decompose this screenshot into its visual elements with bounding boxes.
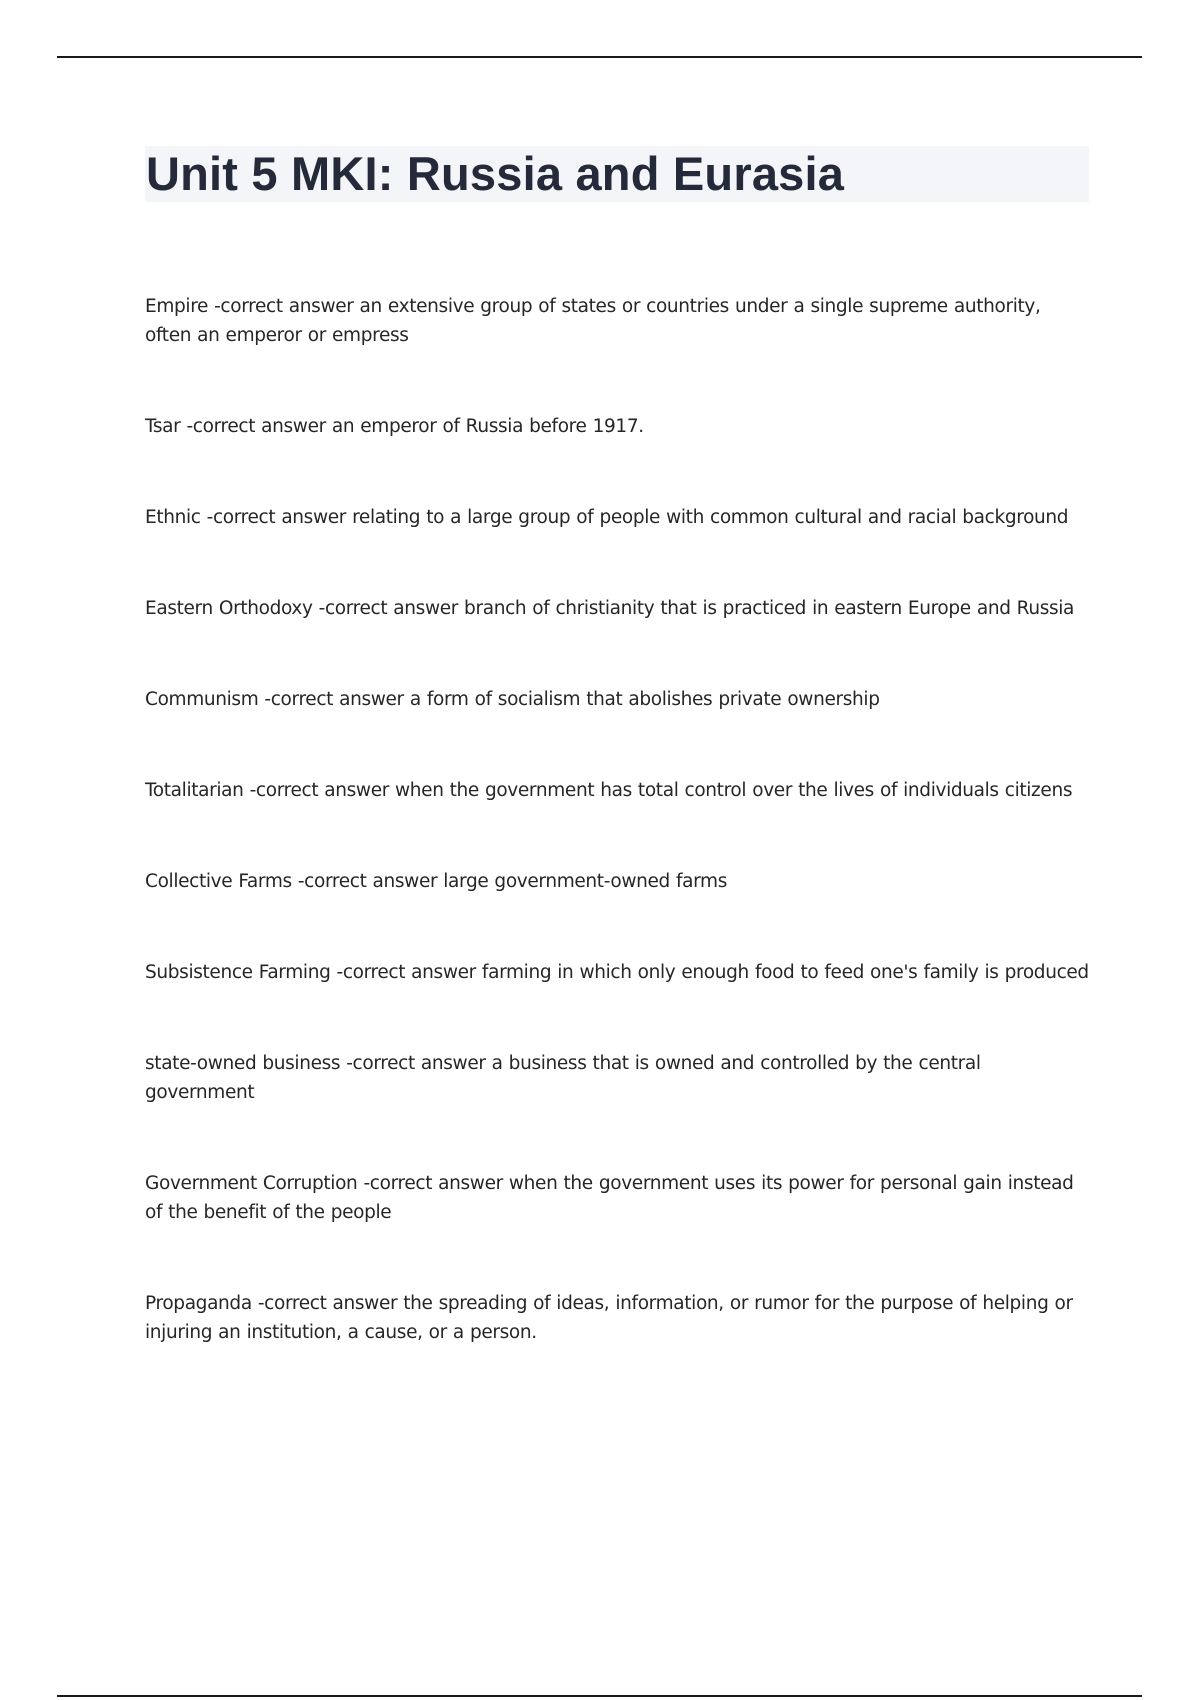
page-title: Unit 5 MKI: Russia and Eurasia <box>146 147 845 200</box>
footer-rule <box>57 1695 1142 1697</box>
entry-eastern-orthodoxy: Eastern Orthodoxy -correct answer branch of christianity that is practiced in eastern Europe and Russia <box>145 598 1075 619</box>
entry-empire: Empire -correct answer an extensive group of states or countries under a single supreme authority, often an emperor or empress <box>145 296 1041 346</box>
entry-communism: Communism -correct answer a form of socialism that abolishes private ownership <box>145 689 880 710</box>
entry-ethnic: Ethnic -correct answer relating to a large group of people with common cultural and racial background <box>145 507 1069 528</box>
flashcard-list <box>145 292 1090 1409</box>
entry-tsar: Tsar -correct answer an emperor of Russia before 1917. <box>145 416 644 437</box>
entry-totalitarian: Totalitarian -correct answer when the government has total control over the lives of individuals citizens <box>145 780 1073 801</box>
entry-government-corruption: Government Corruption -correct answer when the government uses its power for personal gain instead of the benefit of the people <box>145 1173 1074 1223</box>
entry-state-owned-business: state-owned business -correct answer a business that is owned and controlled by the central government <box>145 1053 981 1103</box>
entry-collective-farms: Collective Farms -correct answer large government-owned farms <box>145 871 727 892</box>
entry-subsistence-farming: Subsistence Farming -correct answer farming in which only enough food to feed one's family is produced <box>145 962 1089 983</box>
entry-propaganda: Propaganda -correct answer the spreading of ideas, information, or rumor for the purpose of helping or injuring an institution, a cause, or a person. <box>145 1293 1073 1343</box>
header-rule <box>57 56 1142 58</box>
